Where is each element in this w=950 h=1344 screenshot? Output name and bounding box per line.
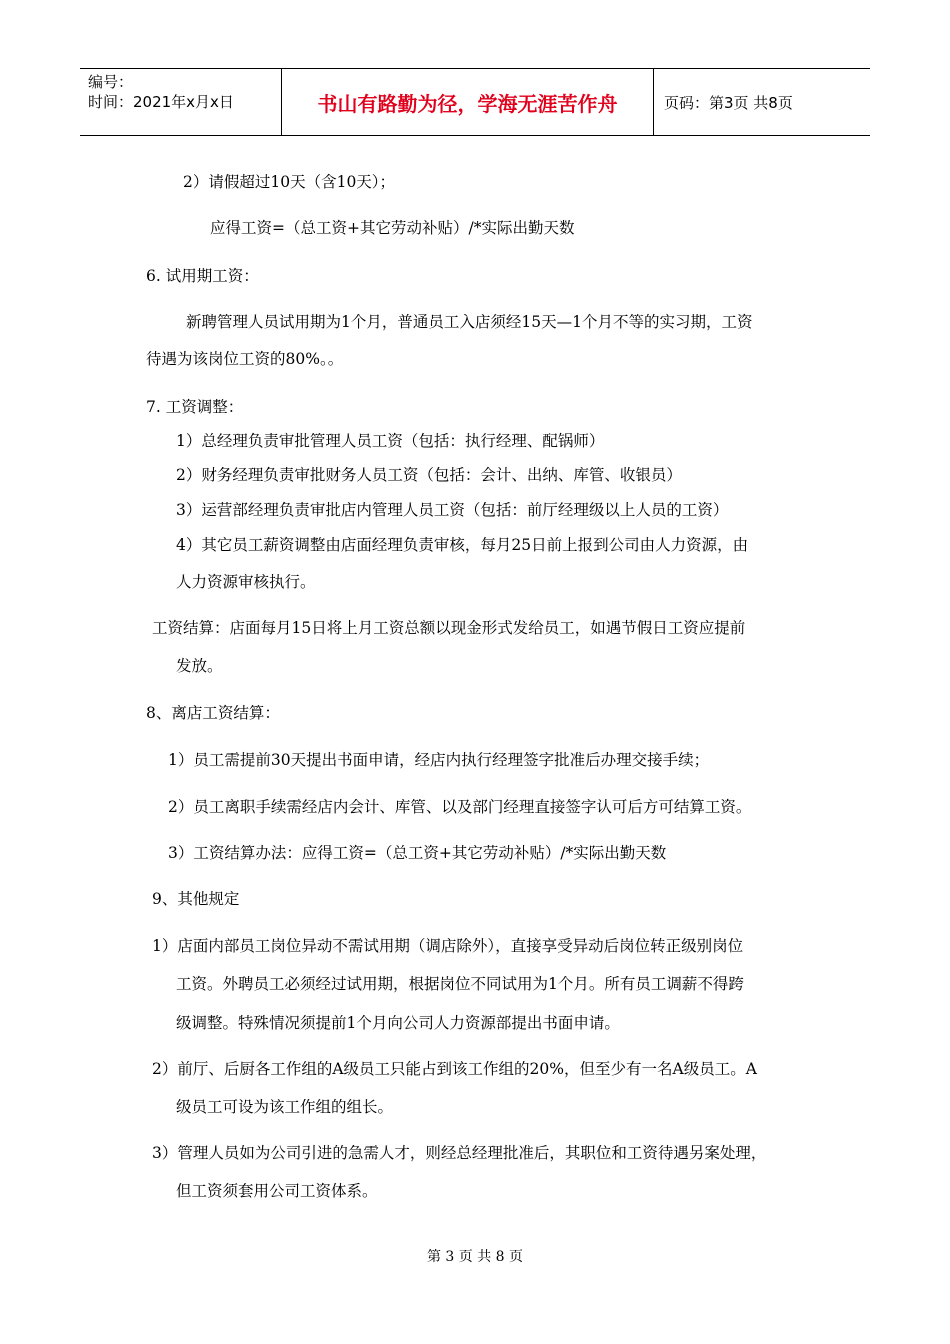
- section-heading: 9、其他规定: [152, 890, 240, 908]
- header-meta: [80, 69, 282, 135]
- paragraph-line: 2）请假超过10天（含10天）；: [183, 173, 396, 191]
- page-footer: 第 3 页 共 8 页: [426, 1249, 524, 1265]
- paragraph-line: 新聘管理人员试用期为1个月，普通员工入店须经15天—1个月不等的实习期，工资: [186, 313, 753, 331]
- paragraph-line: 1）店面内部员工岗位异动不需试用期（调店除外），直接享受异动后岗位转正级别岗位: [152, 937, 744, 955]
- paragraph-line: 3）工资结算办法：应得工资=（总工资+其它劳动补贴）/*实际出勤天数: [168, 844, 667, 862]
- paragraph-line: 待遇为该岗位工资的80%。。: [146, 350, 344, 368]
- paragraph-line: 级调整。特殊情况须提前1个月向公司人力资源部提出书面申请。: [176, 1014, 620, 1032]
- paragraph-line: 2）前厅、后厨各工作组的A级员工只能占到该工作组的20%，但至少有一名A级员工。A: [152, 1060, 757, 1078]
- section-heading: 8、离店工资结算：: [146, 704, 280, 722]
- header-page-number: 页码：第3页 共8页: [664, 93, 793, 112]
- paragraph-line: 1）员工需提前30天提出书面申请，经店内执行经理签字批准后办理交接手续；: [168, 751, 710, 769]
- section-heading: 7. 工资调整：: [146, 398, 244, 416]
- document-number-label: 编号：: [88, 73, 134, 91]
- header-motto: 书山有路勤为径，学海无涯苦作舟: [282, 69, 654, 135]
- section-heading: 6. 试用期工资：: [146, 267, 259, 285]
- document-date-label: 时间：2021年x月x日: [88, 93, 234, 111]
- paragraph-line: 4）其它员工薪资调整由店面经理负责审核，每月25日前上报到公司由人力资源，由: [176, 536, 749, 554]
- paragraph-line: 1）总经理负责审批管理人员工资（包括：执行经理、配锅师）: [176, 432, 605, 450]
- paragraph-line: 人力资源审核执行。: [176, 573, 316, 591]
- paragraph-line: 工资。外聘员工必须经过试用期，根据岗位不同试用为1个月。所有员工调薪不得跨: [176, 975, 744, 993]
- paragraph-line: 发放。: [176, 657, 223, 675]
- paragraph-line: 3）管理人员如为公司引进的急需人才，则经总经理批准后，其职位和工资待遇另案处理，: [152, 1144, 767, 1162]
- paragraph-line: 应得工资=（总工资+其它劳动补贴）/*实际出勤天数: [210, 219, 575, 237]
- paragraph-line: 2）财务经理负责审批财务人员工资（包括：会计、出纳、库管、收银员）: [176, 466, 682, 484]
- paragraph-line: 3）运营部经理负责审批店内管理人员工资（包括：前厅经理级以上人员的工资）: [176, 501, 729, 519]
- paragraph-line: 工资结算：店面每月15日将上月工资总额以现金形式发给员工，如遇节假日工资应提前: [152, 619, 746, 637]
- paragraph-line: 级员工可设为该工作组的组长。: [176, 1098, 394, 1116]
- page-header: [80, 68, 870, 136]
- paragraph-line: 2）员工离职手续需经店内会计、库管、以及部门经理直接签字认可后方可结算工资。: [168, 798, 752, 816]
- paragraph-line: 但工资须套用公司工资体系。: [176, 1182, 378, 1200]
